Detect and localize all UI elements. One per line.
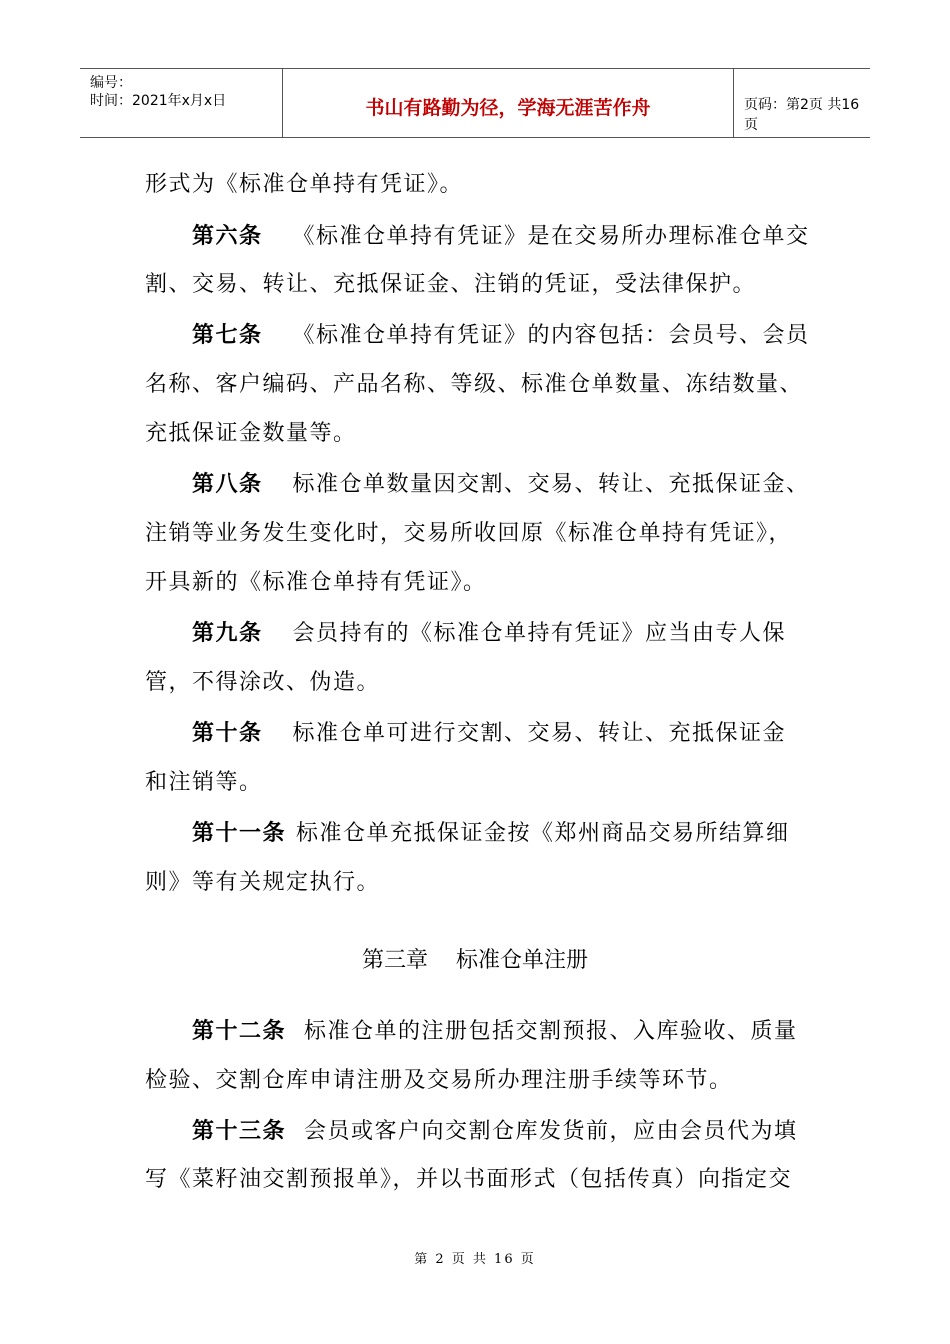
article-title: 第八条: [192, 471, 263, 497]
article-8: [192, 470, 862, 499]
article-text: 会员或客户向交割仓库发货前，应由会员代为填: [304, 1119, 798, 1144]
header-page-cell: [734, 69, 870, 137]
header-motto: 书山有路勤为径，学海无涯苦作舟: [365, 97, 651, 119]
article-12: [192, 1017, 862, 1046]
header-meta-cell: [80, 69, 283, 137]
chapter-heading: 第三章 标准仓单注册: [362, 948, 588, 973]
article-text: 《标准仓单持有凭证》的内容包括：会员号、会员: [292, 323, 810, 348]
article-7: [192, 321, 862, 350]
text-line: 写《菜籽油交割预报单》，并以书面形式（包括传真）向指定交: [145, 1167, 793, 1192]
article-title: 第七条: [192, 322, 263, 348]
doc-number-label: 编号：: [90, 75, 132, 91]
article-6: [192, 222, 862, 251]
page-header: [80, 68, 870, 138]
article-text: 标准仓单的注册包括交割预报、入库验收、质量: [304, 1019, 798, 1044]
header-page-label: 页码：第2页 共16页: [744, 97, 860, 133]
text-line: 开具新的《标准仓单持有凭证》。: [145, 570, 487, 595]
article-title: 第十条: [192, 720, 263, 746]
article-title: 第十二条: [192, 1018, 287, 1044]
article-text: 标准仓单充抵保证金按《郑州商品交易所结算细: [296, 821, 790, 846]
article-11: [192, 819, 862, 848]
article-title: 第六条: [192, 223, 263, 249]
page-footer: 第 2 页 共 16 页: [414, 1252, 536, 1267]
text-line: 管，不得涂改、伪造。: [145, 670, 381, 695]
article-10: [192, 719, 862, 748]
article-13: [192, 1117, 862, 1146]
article-title: 第十一条: [192, 820, 287, 846]
article-9: [192, 619, 862, 648]
article-text: 《标准仓单持有凭证》是在交易所办理标准仓单交: [292, 224, 810, 249]
text-line: 充抵保证金数量等。: [145, 421, 357, 446]
text-line: 和注销等。: [145, 770, 263, 795]
text-line: 形式为《标准仓单持有凭证》。: [145, 172, 464, 197]
text-line: 割、交易、转让、充抵保证金、注销的凭证，受法律保护。: [145, 272, 757, 297]
article-title: 第十三条: [192, 1118, 287, 1144]
text-line: 名称、客户编码、产品名称、等级、标准仓单数量、冻结数量、: [145, 372, 804, 397]
header-motto-cell: [283, 69, 734, 137]
article-text: 标准仓单数量因交割、交易、转让、充抵保证金、: [292, 472, 810, 497]
article-text: 标准仓单可进行交割、交易、转让、充抵保证金: [292, 721, 787, 746]
text-line: 则》等有关规定执行。: [145, 870, 381, 895]
doc-time-label: 时间：2021年x月x日: [90, 93, 227, 109]
article-title: 第九条: [192, 620, 263, 646]
text-line: 检验、交割仓库申请注册及交易所办理注册手续等环节。: [145, 1068, 733, 1093]
article-text: 会员持有的《标准仓单持有凭证》应当由专人保: [292, 621, 787, 646]
text-line: 注销等业务发生变化时，交易所收回原《标准仓单持有凭证》，: [145, 521, 793, 546]
